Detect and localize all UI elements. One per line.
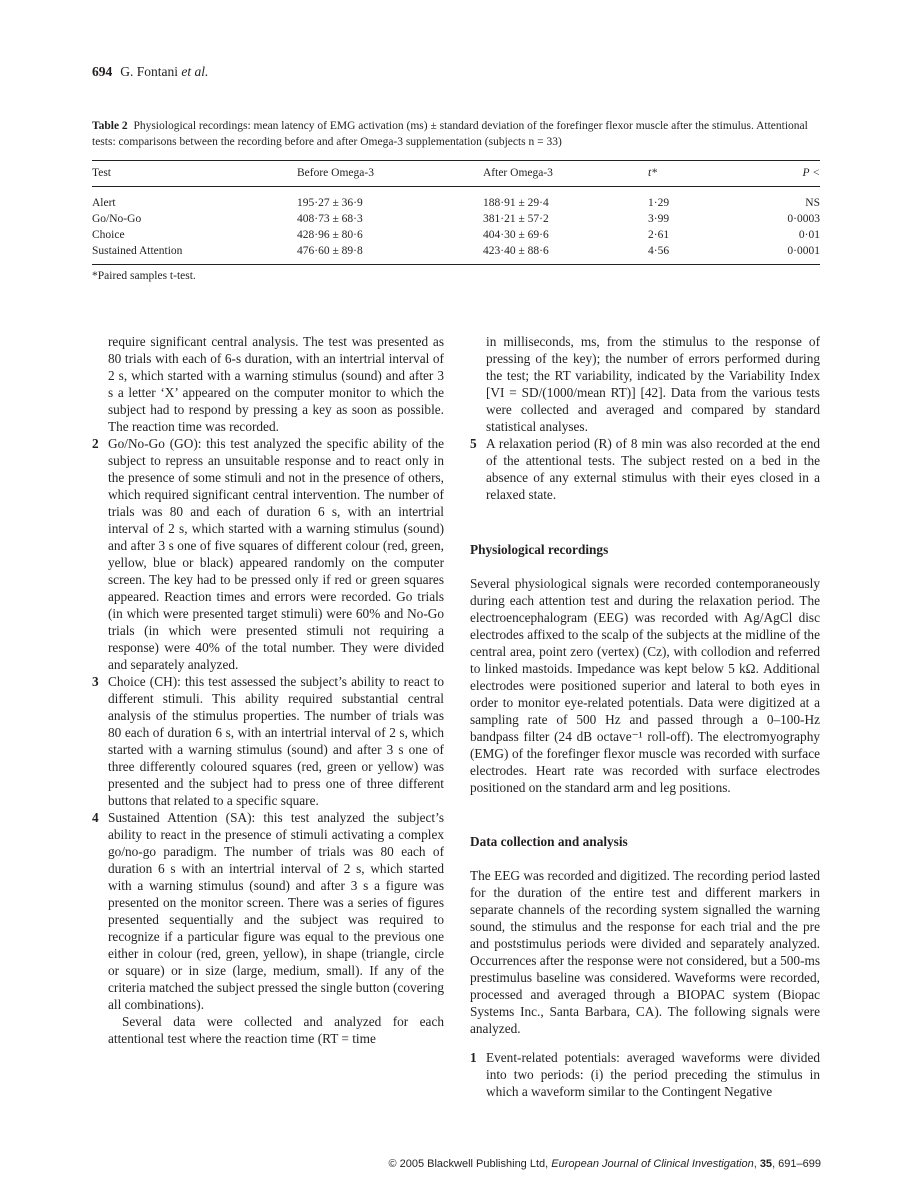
list-number: 5 [470,436,477,451]
paragraph: in milliseconds, ms, from the stimulus to the response of pressing of the key); the number of errors performed during the test; the RT variability, indicated by the Variability Index [VI = SD/(1000/mean RT)] [42]. Data from the various tests were collected and averaged and compared by standard statistical analyses. [486,334,820,434]
running-head-authors: G. Fontani [120,64,179,79]
col-header-t: t* [648,161,728,187]
col-header-p: P < [728,161,820,187]
table-caption-text: Physiological recordings: mean latency of EMG activation (ms) ± standard deviation of the forefinger flexor muscle after the stimulus. Attentional tests: comparisons between the recording before and after Omega-3 supplementation (subjects n = 33) [92,120,808,148]
table-cell: 188·91 ± 29·4 [483,197,549,209]
list-number: 3 [92,674,99,689]
table-cell: 1·29 [648,197,670,209]
table-cell: 476·60 ± 89·8 [297,243,483,265]
table-row [92,211,820,227]
right-column [470,333,820,1100]
table-cell: 0·0001 [728,243,820,265]
list-item-text: Sustained Attention (SA): this test analyzed the subject’s ability to react in the presence of stimuli activating a complex go/no-go paradigm. The number of trials was 80 each of duration 6 s with an intertrial interval of 2 s, which started with a warning stimulus (sound) and after 3 s a figure was presented on the monitor screen. There was a series of figures presented sequentially and the subject was required to recognize if a particular figure was equal to the previous one either in colour (red, green, yellow), in shape (triangle, circle or square) or in size (large, medium, small). If any of the criteria matched the subject pressed the single button (covering all combinations). [108,810,444,1012]
page-footer: © 2005 Blackwell Publishing Ltd, European Journal of Clinical Investigation, 35, 691–699 [388,1158,821,1170]
table-cell: NS [805,197,820,209]
table-footnote: *Paired samples t-test. [92,270,196,282]
list-item [92,673,444,809]
running-head-etal: et al. [181,64,209,79]
section-heading: Data collection and analysis [470,834,628,849]
paragraph: Several physiological signals were recorded contemporaneously during each attention test and during the relaxation period. The electroencephalogram (EEG) was recorded with Ag/AgCl disc electrodes affixed to the scalp of the subjects at the midline of the central area, point zero (vertex) (Cz), with collodion and referred to linked mastoids. Impedance was kept below 5 kΩ. Additional electrodes were positioned superior and lateral to both eyes in order to monitor eye-related potentials. Data were digitized at a sampling rate of 500 Hz and passed through a 0–100-Hz bandpass filter (24 dB octave⁻¹ roll-off). The electromyography (EMG) of the forefinger flexor muscle was recorded with surface electrodes. Heart rate was recorded with surface electrodes positioned on the standard arm and leg positions. [470,576,820,795]
list-number: 4 [92,810,99,825]
list-item [470,1049,820,1100]
list-item [470,435,820,503]
list-number: 1 [470,1050,477,1065]
table-caption-label: Table 2 [92,120,128,132]
table-cell: 0·0003 [787,213,820,225]
table-cell: Choice [92,229,125,241]
left-column [92,333,444,1047]
table-cell: 423·40 ± 88·6 [483,243,648,265]
table-cell: 3·99 [648,213,670,225]
section-heading: Physiological recordings [470,542,609,557]
list-item-text: Go/No-Go (GO): this test analyzed the specific ability of the subject to repress an unsuitable response and to react only in the presence of some stimuli and not in the presence of others, which required significant central intervention. The number of trials was 80 and each of duration 6 s, with an intertrial interval of 2 s, which started with a warning stimulus (sound) and after 3 s one of five squares of different colour (red, green, yellow, blue or black) appeared randomly on the computer screen. The key had to be pressed only if red or green squares appeared. Reaction times and errors were recorded. Go trials (in which were presented target stimuli) were 60% and No-Go trials (in which were presented stimuli not requiring a response) were 40% of the total number. They were divided and separately analyzed. [108,436,444,672]
page-number: 694 [92,64,113,79]
table-cell: 428·96 ± 80·6 [297,229,363,241]
footer-volume: 35 [759,1158,773,1170]
table-row [92,187,820,212]
col-header-after: After Omega-3 [483,161,648,187]
table-cell: Sustained Attention [92,243,297,265]
table-cell: 2·61 [648,229,670,241]
footer-copyright: © 2005 Blackwell Publishing Ltd, [388,1158,549,1170]
paragraph: require significant central analysis. The test was presented as 80 trials with each of 6-s duration, with an intertrial interval of 2 s, which started with a warning stimulus (sound) and after 3 s a letter ‘X’ appeared on the computer monitor to which the subject had to respond by pressing a key as soon as possible. The reaction time was recorded. [108,334,444,434]
table-cell: 381·21 ± 57·2 [483,213,549,225]
running-head [92,64,208,80]
table-cell: 408·73 ± 68·3 [297,213,363,225]
table-cell: 404·30 ± 69·6 [483,229,549,241]
list-item-text: A relaxation period (R) of 8 min was also recorded at the end of the attentional tests. The subject rested on a bed in the absence of any external stimulus with their eyes closed in a relaxed state. [486,436,820,502]
col-header-before: Before Omega-3 [297,161,483,187]
table-cell: 0·01 [798,229,820,241]
list-item [92,435,444,673]
table-cell: 195·27 ± 36·9 [297,197,363,209]
results-table [92,160,820,265]
table-cell: Go/No-Go [92,213,142,225]
table-cell: 4·56 [648,243,728,265]
list-number: 2 [92,436,99,451]
paragraph: The EEG was recorded and digitized. The recording period lasted for the duration of the entire test and different markers in separate channels of the recording system signalled the warning sound, the stimulus and the response for each trial and the pre and poststimulus periods were divided and separately analyzed. Occurrences after the response were not considered, but a 500-ms prestimulus baseline was considered. Waveforms were recorded, processed and averaged through a BIOPAC system (Biopac Systems Inc., Santa Barbara, CA). The following signals were analyzed. [470,868,821,1036]
footer-pages: , 691–699 [772,1158,821,1170]
table-row [92,243,820,265]
list-item-text: Event-related potentials: averaged waveforms were divided into two periods: (i) the period preceding the stimulus in which a waveform similar to the Contingent Negative [486,1050,820,1099]
list-item [92,809,444,1013]
footer-journal: European Journal of Clinical Investigation [551,1158,754,1170]
col-header-test: Test [92,161,297,187]
table-row [92,227,820,243]
table-header-row [92,161,820,187]
table-caption [92,118,817,150]
paragraph: Several data were collected and analyzed for each attentional test where the reaction time (RT = time [108,1014,444,1046]
table-cell: Alert [92,197,116,209]
list-item-text: Choice (CH): this test assessed the subject’s ability to react to different stimuli. This ability required substantial central analysis of the stimulus properties. The number of trials was 80 each of duration 6 s, with an intertrial interval of 2 s, which started with a warning stimulus (sound) and after 3 s one of three differently coloured squares (red, green or yellow) was presented and the subject had to press one of three different buttons that related to a specific square. [108,674,444,808]
